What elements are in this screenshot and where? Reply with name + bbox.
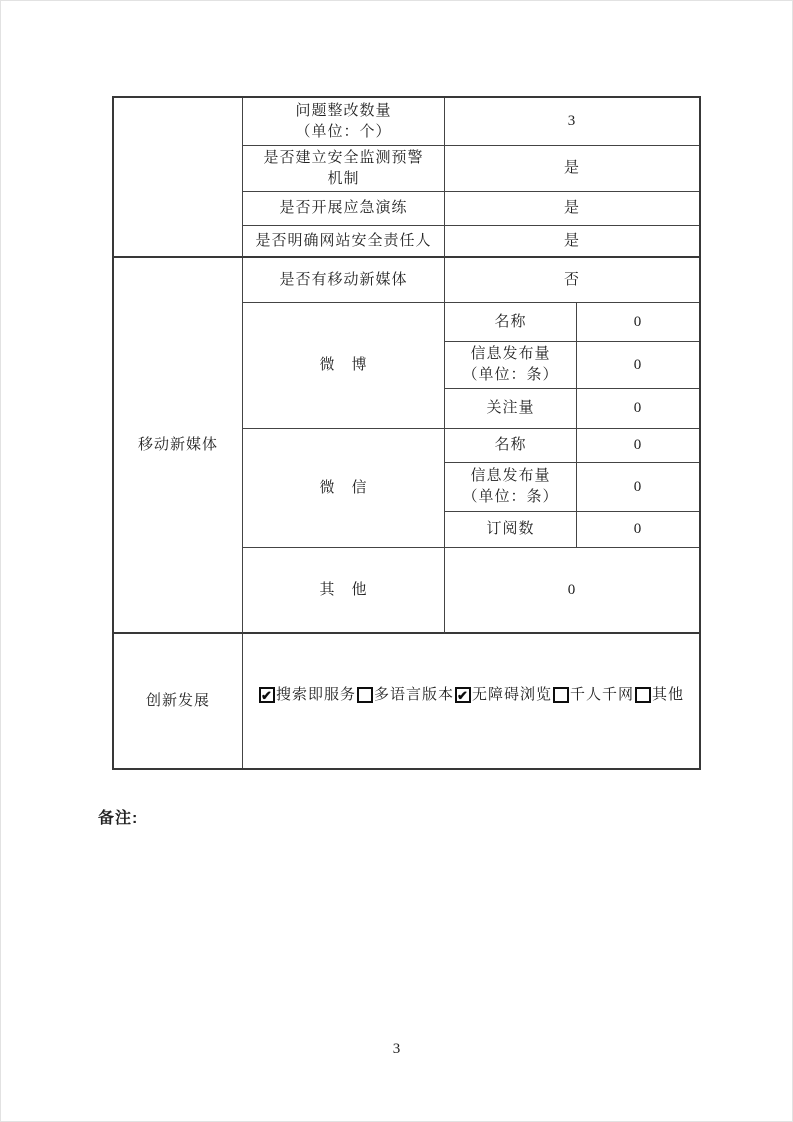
weibo-posts-label-line2: （单位：条） (462, 367, 559, 383)
wechat-posts-value: 0 (633, 478, 643, 495)
security-responsible-value-cell (445, 226, 699, 258)
accessibility-checkbox-icon (455, 687, 471, 703)
monitoring-warning-value-cell (445, 146, 699, 192)
wechat-posts-value-cell (577, 463, 699, 512)
innovation-options-cell (243, 634, 699, 768)
emergency-drill-value-cell (445, 192, 699, 226)
innovation-options-line (258, 685, 684, 706)
issue-rectification-label-cell (243, 98, 445, 146)
mobile-media-category-cell (114, 258, 243, 634)
weibo-followers-value-cell (577, 389, 699, 429)
emergency-drill-label: 是否开展应急演练 (279, 200, 408, 216)
issue-rectification-value: 3 (567, 113, 577, 129)
issue-rectification-value-cell (445, 98, 699, 146)
multilingual-label: 多语言版本 (373, 686, 454, 703)
monitoring-warning-label-cell (243, 146, 445, 192)
wechat-subscribers-label: 订阅数 (486, 521, 535, 537)
monitoring-warning-label-line1: 是否建立安全监测预警 (263, 149, 424, 166)
has-mobile-media-value: 否 (563, 271, 580, 288)
annual-report-table (112, 96, 701, 770)
issue-rectification-label-line2: （单位：个） (295, 123, 392, 140)
weibo-posts-value-cell (577, 342, 699, 389)
emergency-drill-value: 是 (563, 200, 580, 216)
monitoring-warning-label-line2: 机制 (327, 170, 360, 187)
weibo-followers-value: 0 (633, 400, 643, 416)
accessibility-label: 无障碍浏览 (471, 686, 552, 703)
innovation-category-label: 创新发展 (145, 692, 210, 709)
mobile-media-category-label: 移动新媒体 (137, 436, 218, 453)
weibo-posts-value: 0 (633, 356, 643, 373)
innovation-category-cell (114, 634, 243, 768)
has-mobile-media-label-cell (243, 258, 445, 303)
wechat-name-value: 0 (633, 437, 643, 453)
weibo-name-label: 名称 (494, 313, 527, 330)
search-service-label: 搜索即服务 (275, 686, 356, 703)
wechat-posts-label-cell (445, 463, 577, 512)
multilingual-checkbox-icon (357, 687, 373, 703)
wechat-label: 微 信 (319, 479, 368, 496)
security-responsible-value: 是 (563, 232, 580, 249)
other-media-value: 0 (567, 581, 577, 598)
wechat-posts-label-line1: 信息发布量 (470, 468, 551, 484)
has-mobile-media-label: 是否有移动新媒体 (279, 271, 408, 288)
page-number: 3 (392, 1041, 401, 1057)
security-responsible-label: 是否明确网站安全责任人 (255, 232, 432, 249)
wechat-subscribers-label-cell (445, 512, 577, 548)
monitoring-warning-value: 是 (563, 160, 580, 176)
other-media-value-cell (445, 548, 699, 634)
security-responsible-label-cell (243, 226, 445, 258)
weibo-name-value-cell (577, 303, 699, 342)
personalized-web-checkbox-icon (553, 687, 569, 703)
weibo-followers-label-cell (445, 389, 577, 429)
weibo-label-cell (243, 303, 445, 429)
wechat-subscribers-value-cell (577, 512, 699, 548)
weibo-posts-label-line1: 信息发布量 (470, 346, 551, 362)
personalized-web-label: 千人千网 (570, 686, 635, 703)
remark-label: 备注: (98, 810, 139, 827)
other-option-checkbox-icon (635, 687, 651, 703)
wechat-name-label: 名称 (494, 437, 527, 453)
security-section-category-cell (114, 98, 243, 258)
weibo-name-label-cell (445, 303, 577, 342)
search-service-checkbox-icon (259, 687, 275, 703)
emergency-drill-label-cell (243, 192, 445, 226)
weibo-label: 微 博 (319, 357, 368, 373)
other-media-label: 其 他 (319, 581, 368, 598)
wechat-name-label-cell (445, 429, 577, 463)
wechat-posts-label-line2: （单位：条） (462, 489, 559, 505)
has-mobile-media-value-cell (445, 258, 699, 303)
issue-rectification-label-line1: 问题整改数量 (295, 102, 392, 119)
other-option-label: 其他 (652, 686, 685, 703)
weibo-posts-label-cell (445, 342, 577, 389)
wechat-name-value-cell (577, 429, 699, 463)
weibo-followers-label: 关注量 (486, 400, 535, 416)
other-media-label-cell (243, 548, 445, 634)
wechat-subscribers-value: 0 (633, 521, 643, 537)
wechat-label-cell (243, 429, 445, 548)
weibo-name-value: 0 (633, 313, 643, 330)
